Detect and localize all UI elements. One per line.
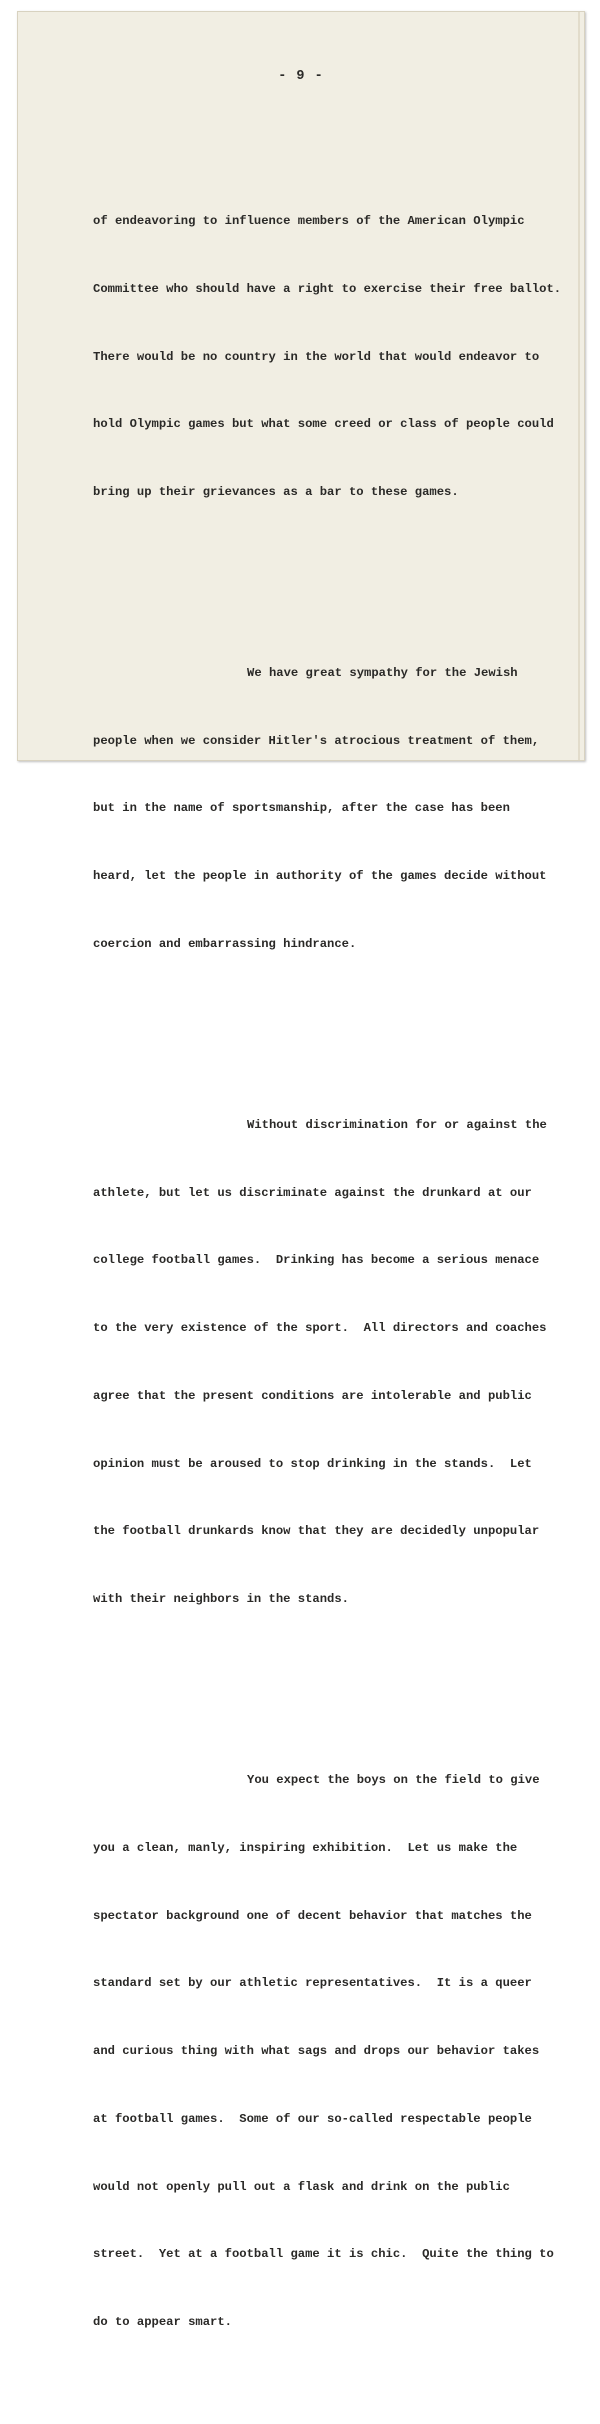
- body-text: [93, 97, 563, 2424]
- text-line: agree that the present conditions are intolerable and public: [93, 1388, 532, 1403]
- text-line: bring up their grievances as a bar to these games.: [93, 485, 459, 500]
- text-line: college football games. Drinking has become a serious menace: [93, 1253, 540, 1268]
- text-line: Committee who should have a right to exercise their free ballot.: [93, 281, 562, 296]
- page-edge: [578, 12, 580, 760]
- text-line: You expect the boys on the field to give: [247, 1772, 540, 1787]
- text-line: at football games. Some of our so-called respectable people: [93, 2111, 532, 2126]
- document-page: [17, 11, 585, 2330]
- text-line: with their neighbors in the stands.: [93, 1592, 349, 1607]
- text-line: opinion must be aroused to stop drinking in the stands. Let: [93, 1456, 532, 1471]
- paragraph: [93, 1069, 563, 1656]
- text-line: you a clean, manly, inspiring exhibition. Let us make the: [93, 1840, 518, 1855]
- paragraph: [93, 165, 563, 549]
- text-line: standard set by our athletic representatives. It is a queer: [93, 1976, 532, 1991]
- text-line: of endeavoring to influence members of the American Olympic: [93, 213, 525, 228]
- text-line: but in the name of sportsmanship, after the case has been: [93, 801, 510, 816]
- text-line: Without discrimination for or against the: [247, 1117, 547, 1132]
- text-line: There would be no country in the world that would endeavor to: [93, 349, 540, 364]
- page-number: - 9 -: [278, 69, 324, 84]
- text-line: and curious thing with what sags and drops our behavior takes: [93, 2044, 540, 2059]
- text-line: heard, let the people in authority of the games decide without: [93, 869, 547, 884]
- paragraph: [93, 617, 563, 1001]
- text-line: do to appear smart.: [93, 2315, 232, 2330]
- text-line: athlete, but let us discriminate against the drunkard at our: [93, 1185, 532, 1200]
- paragraph: [93, 1724, 563, 2379]
- text-line: people when we consider Hitler's atrocious treatment of them,: [93, 733, 540, 748]
- text-line: coercion and embarrassing hindrance.: [93, 936, 357, 951]
- text-line: hold Olympic games but what some creed or class of people could: [93, 417, 554, 432]
- text-line: street. Yet at a football game it is chic. Quite the thing to: [93, 2247, 554, 2262]
- text-line: to the very existence of the sport. All directors and coaches: [93, 1321, 547, 1336]
- text-line: We have great sympathy for the Jewish: [247, 665, 518, 680]
- text-line: spectator background one of decent behavior that matches the: [93, 1908, 532, 1923]
- text-line: the football drunkards know that they are decidedly unpopular: [93, 1524, 540, 1539]
- text-line: would not openly pull out a flask and drink on the public: [93, 2179, 510, 2194]
